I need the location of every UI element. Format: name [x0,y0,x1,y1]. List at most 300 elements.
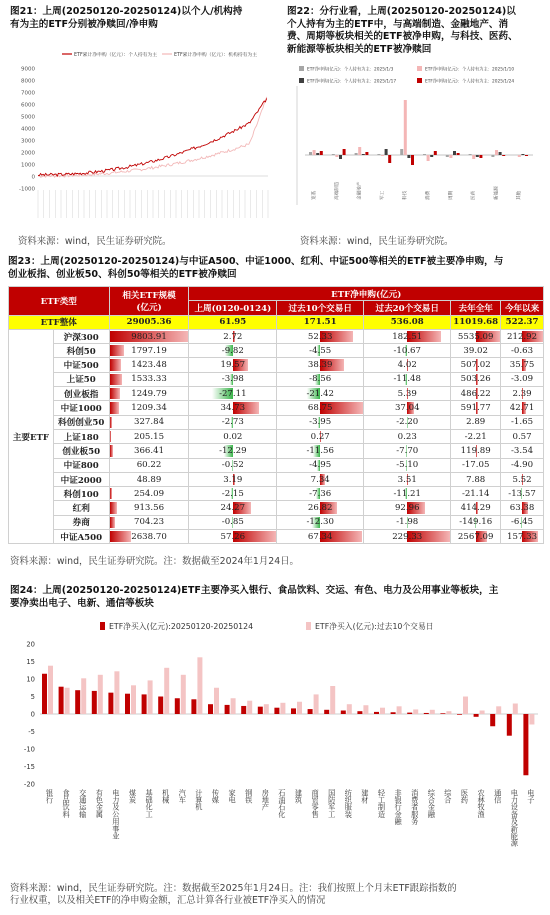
row-c1: -9.82 [189,344,277,358]
row-c1: -0.52 [189,458,277,472]
fig24-bar-10d [231,698,236,714]
fig22-category-label: 军工 [380,190,386,200]
fig22-legend-swatch [417,78,422,83]
row-c5: 157.33 [501,530,544,544]
fig24-bar-10d [397,706,402,714]
fig22-title: 图22：分行业看，上周(20250120-20250124)以 个人持有为主的ETF中，与高端制造、金融地产、消 费、周期等板块相关的ETF被净申购，与科技、医药、 新能源等板块相关的ETF被净赎回 [287,6,518,55]
fig21-ytick: 1000 [21,162,35,169]
fig24-ytick: 10 [26,675,35,684]
fig24-category-label: 纺织服装 [344,789,354,818]
fig22-bar [316,153,319,155]
row-c2: 52.33 [277,329,364,343]
fig24-bar-10d [131,685,136,714]
fig21-ytick: 5000 [21,114,35,121]
row-c1: -2.73 [189,415,277,429]
row-c4: 503.26 [451,372,501,386]
size-bar [110,345,124,356]
fig24-category-label: 银行 [45,789,55,804]
row-name: 红利 [53,501,109,515]
row-c1: 0.02 [189,429,277,443]
fig21-title: 图21：上周(20250120-20250124)以个人/机构持 有为主的ETF分别被净赎回/净申购 [10,6,243,30]
header-flow: ETF净申购(亿元) [189,287,544,301]
fig24-bar-10d [314,694,319,714]
fig24-bar-10d [65,688,70,714]
row-name: 上证180 [53,429,109,443]
row-size: 2638.70 [109,530,189,544]
table-row [9,530,544,544]
fig22-bar [423,154,426,155]
fig24-bar-week [125,694,130,714]
table-row [9,358,544,372]
fig22-bar [479,155,482,158]
fig22-legend-item: ETF净申购(亿元)：个人持有为主：2025/1/3 [307,67,394,73]
row-c3: -5.10 [364,458,451,472]
fig24-bar-week [42,674,47,714]
row-c3: 0.23 [364,429,451,443]
table-row [9,401,544,415]
row-c1: 3.19 [189,472,277,486]
fig24-bar-week [507,714,512,736]
fig24-bar-week [191,699,196,714]
fig24-bar-week [440,713,445,714]
fig22-legend-swatch [299,66,304,71]
fig22-bar [385,149,388,155]
fig22-legend-swatch [417,66,422,71]
fig24-category-label: 传媒 [211,789,221,804]
size-bar [110,531,131,542]
fig24-bar-week [142,694,147,714]
row-size: 327.84 [109,415,189,429]
fig24-bar-week [474,714,479,717]
fig24-category-label: 建材 [360,789,370,804]
header-c4: 去年全年 [451,301,501,315]
table-row [9,472,544,486]
fig24-bar-chart [10,614,544,880]
header-c1: 上周(0120-0124) [189,301,277,315]
fig24-bar-10d [148,680,153,714]
fig24-bar-10d [430,710,435,714]
fig24-bar-week [59,687,64,714]
fig24-ytick: 20 [26,640,35,649]
fig22-bar [430,155,433,157]
fig22-bar [495,150,498,155]
row-name: 中证A500 [53,530,109,544]
fig24-ytick: -10 [23,745,35,754]
fig22-bar [404,100,407,155]
fig24-category-label: 通信 [493,789,503,804]
table-row [9,444,544,458]
row-c2: -4.95 [277,458,364,472]
row-c2: 38.39 [277,358,364,372]
row-c4: 486.22 [451,387,501,401]
table-row [9,372,544,386]
row-c4: -2.21 [451,429,501,443]
row-c1: -2.15 [189,487,277,501]
fig24-bar-week [374,712,379,714]
fig24-bar-week [341,711,346,715]
row-c5: 63.38 [501,501,544,515]
row-c1: 19.57 [189,358,277,372]
fig24-bar-10d [164,668,169,714]
fig21-ytick: 4000 [21,126,35,133]
fig24-bar-10d [380,708,385,714]
row-size: 704.23 [109,515,189,529]
fig24-bar-10d [280,703,285,714]
size-bar [110,517,116,528]
fig24-ytick: 15 [26,658,35,666]
fig22-bar [521,154,524,155]
fig22-category-label: 金融地产 [357,181,363,200]
fig24-bar-week [92,691,97,714]
fig24-bar-10d [81,678,86,714]
table-row [9,429,544,443]
size-bar [110,431,112,442]
row-size: 60.22 [109,458,189,472]
row-c2: 67.34 [277,530,364,544]
fig22-bar [446,155,449,157]
fig24-bar-10d [48,666,53,714]
row-name: 中证1000 [53,401,109,415]
fig24-bar-10d [214,688,219,714]
fig22-bar [313,150,316,155]
row-name: 中证500 [53,358,109,372]
row-c1: -27.11 [189,387,277,401]
row-name: 上证50 [53,372,109,386]
fig22-source: 资料来源：wind，民生证券研究院。 [300,236,454,247]
fig24-ytick: 5 [30,693,35,701]
row-c4: 2567.09 [451,530,501,544]
row-size: 1423.48 [109,358,189,372]
fig21-legend-1: ETF累计净申购（亿元）：个人持有为主 [74,53,158,58]
fig22-category-label: 高端制造 [334,181,340,200]
fig24-category-label: 综合 [443,789,453,804]
fig24-bar-10d [264,704,269,714]
fig22-bar [358,147,361,155]
fig24-bar-10d [529,714,534,725]
fig22-bar [332,154,335,155]
fig22-category-label: 宽基 [312,190,317,200]
fig24-bar-week [357,711,362,714]
row-c3: 37.04 [364,401,451,415]
fig24-bar-10d [480,711,485,715]
size-bar [110,359,121,370]
fig24-category-label: 综合金融 [427,789,437,818]
row-c4: 5535.09 [451,329,501,343]
row-name: 创业板50 [53,444,109,458]
row-c3: -10.67 [364,344,451,358]
row-c4: 507.02 [451,358,501,372]
fig22-legend-item: ETF净申购(亿元)：个人持有为主：2025/1/17 [307,79,397,85]
row-c4: 39.02 [451,344,501,358]
row-c1: 34.73 [189,401,277,415]
fig22-bar [427,155,430,161]
fig22-bar [388,155,391,163]
table-row [9,458,544,472]
fig24-category-label: 医药 [460,789,470,804]
fig22-bar [502,155,505,156]
fig22-bar [491,155,494,157]
row-c3: 92.96 [364,501,451,515]
fig24-category-label: 商贸零售 [311,789,321,818]
row-name: 科创创业50 [53,415,109,429]
row-size: 913.56 [109,501,189,515]
fig24-bar-10d [247,701,252,714]
table-row [9,329,544,343]
fig22-bar [381,155,384,156]
fig24-category-label: 电力设备及新能源 [510,789,520,847]
fig21-ytick: 3000 [21,138,35,145]
row-c4: -17.05 [451,458,501,472]
row-size: 9803.91 [109,329,189,343]
fig24-bar-week [424,713,429,714]
fig24-bar-week [241,706,246,714]
row-size: 1209.34 [109,401,189,415]
row-c4: 414.29 [451,501,501,515]
fig22-category-label: 其他 [517,190,523,200]
etf-flow-table [8,286,544,544]
row-c2: -11.56 [277,444,364,458]
row-c5: 35.75 [501,358,544,372]
row-c4: -149.16 [451,515,501,529]
fig24-category-label: 食品饮料 [62,789,72,818]
fig24-bar-10d [181,675,186,714]
fig22-bar [434,151,437,155]
fig24-title: 图24：上周(20250120-20250124)ETF主要净买入银行、食品饮料、交运、有色、电力及公用事业等板块，主 要净卖出电子、电新、通信等板块 [10,585,499,609]
size-bar [110,502,117,513]
row-c4: 119.89 [451,444,501,458]
fig24-category-label: 交通运输 [78,789,88,818]
fig24-legend-2: ETF净买入(亿元):过去10个交易日 [315,622,434,631]
fig24-category-label: 电力及公用事业 [111,789,121,840]
fig24-bar-10d [347,704,352,714]
row-c4: -21.14 [451,487,501,501]
row-c4: 7.88 [451,472,501,486]
fig22-bar [453,151,456,155]
row-name: 中证2000 [53,472,109,486]
row-c2: -7.36 [277,487,364,501]
row-c3: -11.21 [364,487,451,501]
fig24-bar-week [324,710,329,714]
row-c2: -3.95 [277,415,364,429]
fig22-bar [335,155,338,157]
fig21-ytick: 9000 [21,66,35,73]
fig24-bar-10d [496,706,501,714]
fig24-bar-week [258,707,263,714]
row-c5: -4.90 [501,458,544,472]
row-name: 沪深300 [53,329,109,343]
fig22-bar [343,149,346,155]
row-c1: -3.98 [189,372,277,386]
fig22-bar [407,155,410,158]
fig22-bar [499,152,502,155]
group-label: 主要ETF [9,329,54,543]
fig24-category-label: 石油石化 [277,789,287,818]
row-c5: -0.63 [501,344,544,358]
fig24-legend-swatch-2 [306,622,311,630]
fig24-bar-10d [330,686,335,714]
fig22-bar-chart [287,60,545,232]
row-size: 1533.33 [109,372,189,386]
fig24-bar-10d [297,702,302,714]
fig24-category-label: 钢铁 [244,789,254,804]
row-c1: 2.72 [189,329,277,343]
fig24-ytick: -5 [28,728,35,736]
fig21-ytick: 0 [31,174,35,181]
fig24-category-label: 农林牧渔 [477,789,487,818]
row-c3: -1.98 [364,515,451,529]
fig22-legend-swatch [299,78,304,83]
fig24-bar-10d [463,697,468,715]
fig24-category-label: 轻工制造 [377,789,387,818]
fig24-category-label: 国防军工 [327,789,337,818]
fig24-bar-week [208,704,213,714]
fig24-legend-1: ETF净买入(亿元):20250120-20250124 [109,622,254,631]
row-size: 48.89 [109,472,189,486]
fig22-legend-item: ETF净申购(亿元)：个人持有为主：2025/1/24 [425,79,515,85]
fig24-bar-week [158,697,163,715]
fig24-category-label: 家电 [228,789,238,804]
fig24-ytick: -15 [23,763,35,771]
row-size: 366.41 [109,444,189,458]
row-c4: 2.89 [451,415,501,429]
row-c3: -11.48 [364,372,451,386]
fig22-category-label: 医药 [471,190,477,200]
fig21-ytick: -1000 [19,186,35,193]
fig22-bar [365,152,368,155]
header-c2: 过去10个交易日 [277,301,364,315]
fig22-bar [518,155,521,157]
fig24-bar-10d [114,671,119,714]
fig24-bar-week [490,714,495,726]
fig24-bar-week [108,693,113,714]
fig24-bar-week [75,690,80,714]
fig24-category-label: 房地产 [261,789,271,811]
fig24-category-label: 建筑 [294,789,304,804]
fig24-bar-week [523,714,528,775]
fig22-bar [339,155,342,159]
table-row [9,344,544,358]
fig21-series-retail [38,98,267,176]
row-size: 205.15 [109,429,189,443]
fig22-chart [287,60,545,232]
fig24-bar-10d [363,705,368,714]
table-row [9,487,544,501]
fig22-category-label: 消费 [426,190,431,200]
row-c5: -13.57 [501,487,544,501]
row-c5: 0.57 [501,429,544,443]
table-row [9,501,544,515]
fig22-bar [457,153,460,155]
row-c5: -3.09 [501,372,544,386]
fig21-line-chart [10,38,278,235]
fig24-category-label: 汽车 [178,789,188,804]
fig24-bar-10d [413,709,418,714]
row-c2: -12.30 [277,515,364,529]
fig22-bar [449,155,452,158]
fig24-bar-week [457,714,462,715]
row-c1: 24.27 [189,501,277,515]
fig22-category-label: 新能源 [494,186,500,200]
row-name: 中证800 [53,458,109,472]
fig24-bar-week [407,713,412,714]
fig21-chart [10,38,278,235]
row-c3: 182.51 [364,329,451,343]
row-c5: 2.39 [501,387,544,401]
row-c2: 7.34 [277,472,364,486]
fig23-source: 资料来源：wind，民生证券研究院。注：数据截至2024年1月24日。 [10,556,299,567]
fig24-bar-week [274,708,279,714]
row-c3: -2.20 [364,415,451,429]
row-name: 科创50 [53,344,109,358]
row-size: 1249.79 [109,387,189,401]
fig24-chart [10,614,544,880]
fig24-ytick: 0 [30,710,35,719]
fig24-category-label: 电子 [526,789,536,804]
fig21-source: 资料来源：wind，民生证券研究院。 [18,236,172,247]
fig22-category-label: 科技 [403,190,409,200]
size-bar [110,445,113,456]
fig24-category-label: 煤炭 [128,789,138,804]
row-c3: 229.33 [364,530,451,544]
fig22-bar [476,155,479,157]
row-c5: 42.71 [501,401,544,415]
fig21-legend-2: ETF累计净申购（亿元）：机构持有为主 [174,53,258,58]
fig22-bar [377,154,380,155]
size-bar [110,388,120,399]
row-c2: -8.56 [277,372,364,386]
fig24-bar-10d [197,657,202,714]
fig24-bar-week [225,705,230,714]
header-size: 相关ETF规模 (亿元) [109,287,189,316]
row-c5: -3.54 [501,444,544,458]
fig24-category-label: 非银行金融 [394,789,404,825]
fig24-category-label: 机械 [161,789,171,804]
row-c5: 212.92 [501,329,544,343]
header-c3: 过去20个交易日 [364,301,451,315]
size-bar [110,374,122,385]
fig22-bar [472,155,475,159]
row-c2: 68.75 [277,401,364,415]
row-c3: 3.51 [364,472,451,486]
fig24-source: 资料来源：wind，民生证券研究院。注：数据截至2025年1月24日。注：我们按照上个月末ETF跟踪指数的 行业权重，以及相关ETF的净申购金额，汇总计算各行业被ETF净买入的情况 [10,883,457,906]
row-size: 1797.19 [109,344,189,358]
fig22-bar [320,151,323,155]
row-c1: 57.26 [189,530,277,544]
row-c2: -4.55 [277,344,364,358]
size-bar [110,402,120,413]
row-c1: -12.29 [189,444,277,458]
fig24-bar-week [308,709,313,714]
fig22-bar [400,149,403,155]
size-bar [110,488,112,499]
fig21-ytick: 2000 [21,150,35,157]
row-c5: 5.52 [501,472,544,486]
row-c5: -1.65 [501,415,544,429]
fig24-legend-swatch-1 [100,622,105,630]
row-c3: 4.02 [364,358,451,372]
size-bar [110,417,113,428]
fig23-title: 图23：上周(20250120-20250124)与中证A500、中证1000、红利、中证500等相关的ETF被主要净申购，与 创业板指、创业板50、科创50等相关的ETF被净赎回 [8,256,504,280]
fig22-bar [355,153,358,155]
row-size: 254.09 [109,487,189,501]
fig22-legend-item: ETF净申购(亿元)：个人持有为主：2025/1/10 [425,67,515,73]
fig21-ytick: 8000 [21,78,35,85]
row-c4: 591.77 [451,401,501,415]
fig24-category-label: 消费者服务 [410,789,420,825]
header-type: ETF类型 [9,287,110,316]
fig22-bar [525,155,528,156]
fig24-ytick: -20 [23,780,35,789]
